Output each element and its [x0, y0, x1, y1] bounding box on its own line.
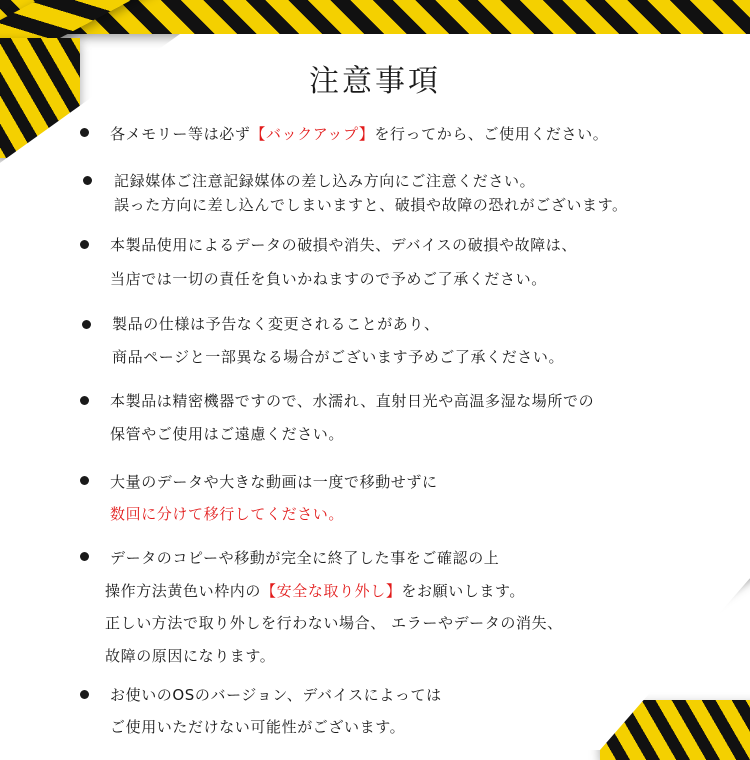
note-text: を行ってから、ご使用ください。 [374, 125, 609, 143]
page-title: 注意事項 [309, 64, 441, 99]
note-text: をお願いします。 [401, 582, 526, 600]
bullet-icon [80, 240, 89, 249]
note-line: 故障の原因になります。 [105, 647, 276, 665]
note-line: 誤った方向に差し込んでしまいますと、破損や故障の恐れがございます。 [114, 196, 628, 214]
note-line: 保管やご使用はご遠慮ください。 [110, 425, 345, 443]
note-highlight: 【バックアップ】 [250, 125, 375, 143]
note-line: 大量のデータや大きな動画は一度で移動せずに [110, 473, 438, 491]
note-line: 記録媒体ご注意記録媒体の差し込み方向にご注意ください。 [114, 172, 536, 190]
note-line: 当店では一切の責任を負いかねますので予めご了承ください。 [110, 270, 547, 288]
note-line: 正しい方法で取り外しを行わない場合、 エラーやデータの消失、 [105, 614, 563, 632]
bullet-icon [82, 320, 91, 329]
note-highlight-line: 数回に分けて移行してください。 [110, 505, 345, 523]
note-text: 各メモリー等は必ず [110, 125, 251, 143]
note-line: 商品ページと一部異なる場合がございます予めご了承ください。 [112, 348, 565, 366]
note-line: 本製品使用によるデータの破損や消失、デバイスの破損や故障は、 [110, 236, 577, 254]
note-line [105, 580, 525, 601]
bullet-icon [80, 552, 89, 561]
bullet-icon [80, 476, 89, 485]
note-line [110, 123, 608, 144]
bullet-icon [80, 690, 89, 699]
note-highlight: 【安全な取り外し】 [261, 582, 402, 600]
note-line: お使いのOSのバージョン、デバイスによっては [110, 686, 442, 704]
note-line: データのコピーや移動が完全に終了した事をご確認の上 [110, 549, 500, 567]
note-line: 製品の仕様は予告なく変更されることがあり、 [112, 315, 440, 333]
bullet-icon [80, 396, 89, 405]
note-line: 本製品は精密機器ですので、水濡れ、直射日光や高温多湿な場所での [110, 392, 595, 410]
bullet-icon [80, 128, 89, 137]
note-line: ご使用いただけない可能性がございます。 [110, 718, 406, 736]
note-text: 操作方法黄色い枠内の [105, 582, 262, 600]
bullet-icon [83, 176, 92, 185]
